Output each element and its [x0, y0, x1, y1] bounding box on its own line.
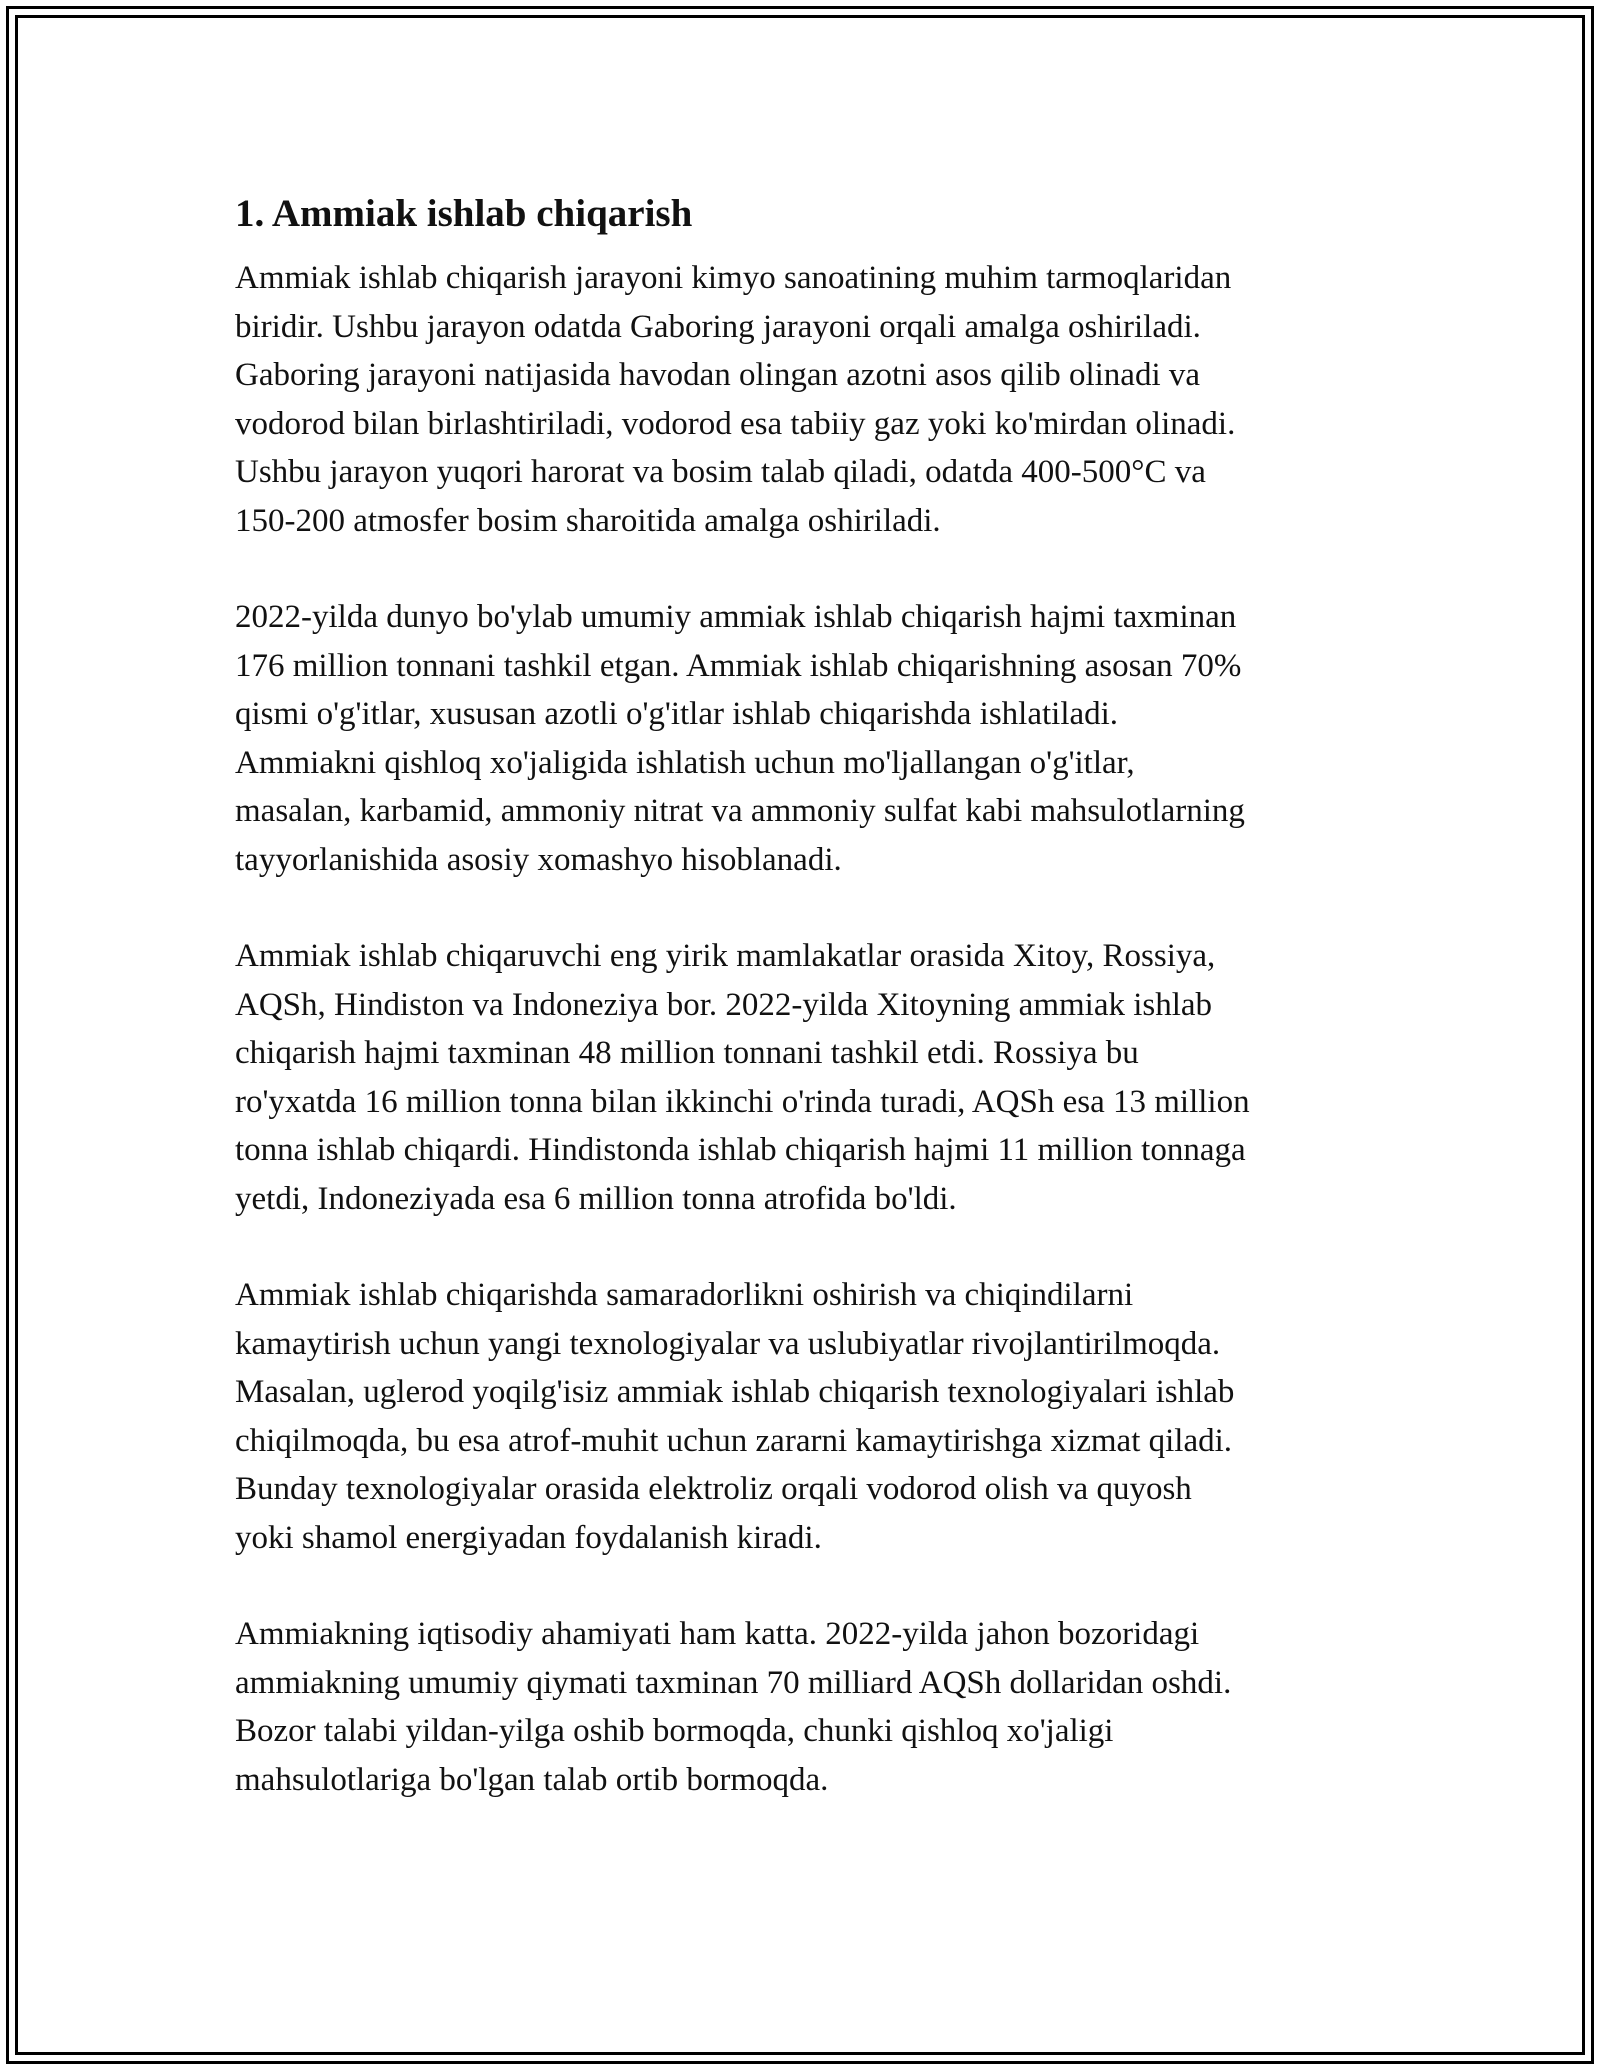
text-line: 2022-yilda dunyo bo'ylab umumiy ammiak ishlab chiqarish hajmi taxminan: [235, 599, 1237, 635]
text-line: yoki shamol energiyadan foydalanish kiradi.: [235, 1519, 822, 1556]
text-line: 150-200 atmosfer bosim sharoitida amalga oshiriladi.: [235, 502, 941, 539]
paragraph-new-technologies: [235, 1271, 1375, 1562]
text-line: Ammiakni qishloq xo'jaligida ishlatish uchun mo'ljallangan o'g'itlar,: [235, 744, 1135, 781]
paragraph-global-production: [235, 593, 1375, 884]
document-body: [235, 180, 1375, 1852]
paragraph-ammonia-process: [235, 254, 1375, 545]
text-line: chiqarish hajmi taxminan 48 million tonnani tashkil etdi. Rossiya bu: [235, 1035, 1139, 1071]
text-line: Ushbu jarayon yuqori harorat va bosim talab qiladi, odatda 400-500°C va: [235, 454, 1206, 490]
text-line: tayyorlanishida asosiy xomashyo hisoblanadi.: [235, 841, 842, 878]
text-line: Ammiak ishlab chiqarishda samaradorlikni oshirish va chiqindilarni: [235, 1277, 1134, 1313]
section-heading: 1. Ammiak ishlab chiqarish: [235, 192, 693, 235]
text-line: kamaytirish uchun yangi texnologiyalar va uslubiyatlar rivojlantirilmoqda.: [235, 1325, 1221, 1362]
text-line: ro'yxatda 16 million tonna bilan ikkinchi o'rinda turadi, AQSh esa 13 million: [235, 1083, 1250, 1120]
paragraph-economic-importance: [235, 1610, 1375, 1804]
text-line: chiqilmoqda, bu esa atrof-muhit uchun zararni kamaytirishga xizmat qiladi.: [235, 1422, 1233, 1459]
text-line: Gaboring jarayoni natijasida havodan olingan azotni asos qilib olinadi va: [235, 357, 1201, 393]
text-line: 176 million tonnani tashkil etgan. Ammiak ishlab chiqarishning asosan 70%: [235, 647, 1242, 684]
text-line: tonna ishlab chiqardi. Hindistonda ishlab chiqarish hajmi 11 million tonnaga: [235, 1132, 1246, 1168]
text-line: vodorod bilan birlashtiriladi, vodorod esa tabiiy gaz yoki ko'mirdan olinadi.: [235, 405, 1236, 442]
text-line: masalan, karbamid, ammoniy nitrat va ammoniy sulfat kabi mahsulotlarning: [235, 793, 1245, 829]
text-line: ammiakning umumiy qiymati taxminan 70 milliard AQSh dollaridan oshdi.: [235, 1664, 1232, 1701]
paragraph-top-producers: [235, 932, 1375, 1223]
text-line: Bunday texnologiyalar orasida elektroliz orqali vodorod olish va quyosh: [235, 1471, 1192, 1507]
text-line: mahsulotlariga bo'lgan talab ortib bormoqda.: [235, 1761, 829, 1798]
text-line: Ammiak ishlab chiqarish jarayoni kimyo sanoatining muhim tarmoqlaridan: [235, 260, 1232, 296]
text-line: Masalan, uglerod yoqilg'isiz ammiak ishlab chiqarish texnologiyalari ishlab: [235, 1374, 1235, 1410]
text-line: yetdi, Indoneziyada esa 6 million tonna atrofida bo'ldi.: [235, 1180, 957, 1217]
text-line: biridir. Ushbu jarayon odatda Gaboring jarayoni orqali amalga oshiriladi.: [235, 308, 1201, 345]
text-line: Ammiak ishlab chiqaruvchi eng yirik mamlakatlar orasida Xitoy, Rossiya,: [235, 938, 1216, 974]
text-line: Bozor talabi yildan-yilga oshib bormoqda, chunki qishloq xo'jaligi: [235, 1713, 1114, 1749]
text-line: Ammiakning iqtisodiy ahamiyati ham katta. 2022-yilda jahon bozoridagi: [235, 1616, 1200, 1652]
text-line: qismi o'g'itlar, xususan azotli o'g'itlar ishlab chiqarishda ishlatiladi.: [235, 696, 1119, 732]
text-line: AQSh, Hindiston va Indoneziya bor. 2022-yilda Xitoyning ammiak ishlab: [235, 986, 1213, 1023]
